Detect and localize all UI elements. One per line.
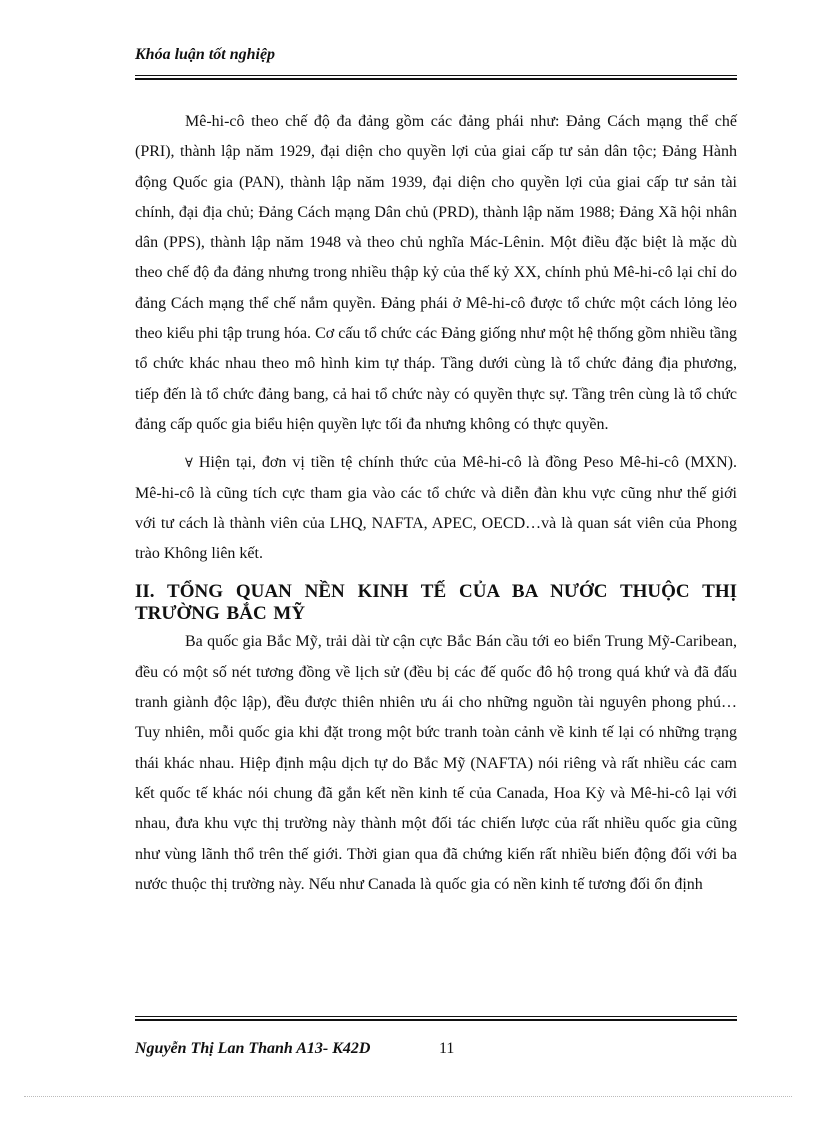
header-rule <box>135 75 737 80</box>
paragraph-currency-text: Hiện tại, đơn vị tiền tệ chính thức của Mê-hi-cô là đồng Peso Mê-hi-cô (MXN). Mê-hi-cô là cũng tích cực tham gia vào các tổ chức và diễn đàn khu vực cũng như thế giới với tư cách là thành viên của LHQ, NAFTA, APEC, OECD…và là quan sát viên của Phong trào Không liên kết. <box>135 454 737 563</box>
page-edge-divider <box>24 1096 792 1097</box>
paragraph-political-parties: Mê-hi-cô theo chế độ đa đảng gồm các đảng phái như: Đảng Cách mạng thể chế (PRI), thành lập năm 1929, đại diện cho quyền lợi của giai cấp tư sản dân tộc; Đảng Hành động Quốc gia (PAN), thành lập năm 1939, đại diện cho quyền lợi của giai cấp tư sản tài chính, đại địa chủ; Đảng Cách mạng Dân chủ (PRD), thành lập năm 1988; Đảng Xã hội nhân dân (PPS), thành lập năm 1948 và theo chủ nghĩa Mác-Lênin. Một điều đặc biệt là mặc dù theo chế độ đa đảng nhưng trong nhiều thập kỷ của thế kỷ XX, chính phủ Mê-hi-cô lại chỉ do đảng Cách mạng thể chế nắm quyền. Đảng phái ở Mê-hi-cô được tổ chức một cách lỏng lẻo theo kiểu phi tập trung hóa. Cơ cấu tổ chức các Đảng giống như một hệ thống gồm nhiều tầng tổ chức khác nhau theo mô hình kim tự tháp. Tầng dưới cùng là tổ chức đảng địa phương, tiếp đến là tổ chức đảng bang, cả hai tổ chức này có quyền thực sự. Tầng trên cùng là tổ chức đảng cấp quốc gia biểu hiện quyền lực tối đa nhưng không có thực quyền. <box>135 113 737 433</box>
footer-author: Nguyễn Thị Lan Thanh A13- K42D <box>135 1040 371 1057</box>
paragraph-overview: Ba quốc gia Bắc Mỹ, trải dài từ cận cực Bắc Bán cầu tới eo biển Trung Mỹ-Caribean, đều có một số nét tương đồng về lịch sử (đều bị các đế quốc đô hộ trong quá khứ và đã đấu tranh giành độc lập), đều được thiên nhiên ưu ái cho những nguồn tài nguyên phong phú…Tuy nhiên, mỗi quốc gia khi đặt trong một bức tranh toàn cảnh về kinh tế lại có những trạng thái khác nhau. Hiệp định mậu dịch tự do Bắc Mỹ (NAFTA) nói riêng và rất nhiều các cam kết quốc tế khác nói chung đã gắn kết nền kinh tế của Canada, Hoa Kỳ và Mê-hi-cô lại với nhau, đưa khu vực thị trường này thành một đối tác chiến lược của rất nhiều quốc gia cũng như vùng lãnh thổ trên thế giới. Thời gian qua đã chứng kiến rất nhiều biến động đối với ba nước thuộc thị trường này. Nếu như Canada là quốc gia có nền kinh tế tương đối ổn định <box>135 633 737 893</box>
running-header: Khóa luận tốt nghiệp <box>135 46 276 63</box>
page-body <box>135 107 737 900</box>
paragraph-currency <box>135 448 737 569</box>
page-number: 11 <box>439 1040 455 1057</box>
section-heading: II. TỔNG QUAN NỀN KINH TẾ CỦA BA NƯỚC THUỘC THỊ TRƯỜNG BẮC MỸ <box>135 581 737 625</box>
bullet-icon: ∀ <box>185 455 193 471</box>
footer-rule <box>135 1016 737 1021</box>
